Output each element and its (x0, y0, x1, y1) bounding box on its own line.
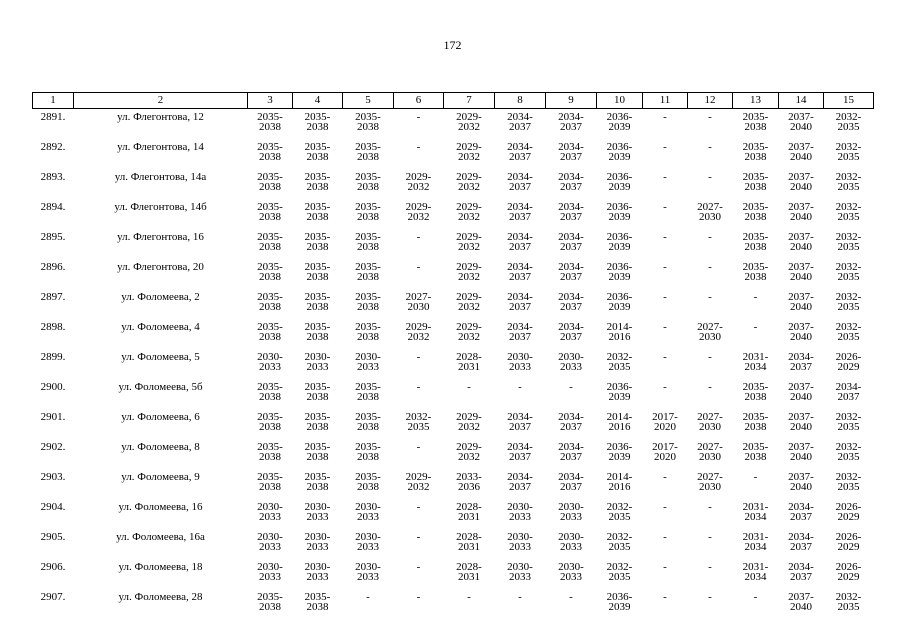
period-cell: 2034- 2037 (507, 441, 533, 463)
period-cell: 2034- 2037 (788, 351, 814, 373)
period-cell: - (467, 381, 471, 393)
row-number: 2903. (40, 471, 66, 483)
row-number: 2899. (40, 351, 66, 363)
period-cell: 2037- 2040 (788, 141, 814, 163)
period-cell: 2035- 2038 (742, 381, 769, 403)
period-cell: 2036- 2039 (606, 381, 633, 403)
row-number: 2891. (40, 111, 66, 123)
period-cell: 2035- 2038 (304, 471, 331, 493)
period-cell: 2035- 2038 (257, 111, 283, 133)
period-cell: 2035- 2038 (257, 231, 283, 253)
column-header-7: 7 (444, 93, 495, 109)
column-header-11: 11 (643, 93, 688, 109)
period-cell: 2035- 2038 (742, 111, 769, 133)
period-cell: - (708, 291, 712, 303)
period-cell: 2030- 2033 (507, 351, 533, 373)
row-number: 2896. (40, 261, 66, 273)
period-cell: - (663, 351, 667, 363)
period-cell: 2030- 2033 (355, 561, 381, 583)
row-number: 2904. (40, 501, 66, 513)
table-row (33, 109, 874, 140)
period-cell: 2028- 2031 (456, 351, 482, 373)
row-number: 2905. (40, 531, 66, 543)
table-row (33, 169, 874, 199)
address-cell: ул. Фоломеева, 2 (121, 291, 200, 303)
period-cell: 2035- 2038 (304, 201, 331, 223)
period-cell: 2035- 2038 (257, 441, 283, 463)
period-cell: 2032- 2035 (835, 141, 862, 163)
period-cell: 2035- 2038 (355, 381, 381, 403)
period-cell: - (416, 441, 421, 453)
row-number: 2893. (40, 171, 66, 183)
period-cell: 2034- 2037 (507, 201, 533, 223)
period-cell: 2035- 2038 (257, 411, 283, 433)
period-cell: 2034- 2037 (558, 171, 584, 193)
period-cell: 2035- 2038 (355, 471, 381, 493)
period-cell: 2034- 2037 (507, 231, 533, 253)
period-cell: 2030- 2033 (355, 351, 381, 373)
period-cell: - (663, 231, 667, 243)
address-cell: ул. Фоломеева, 5 (121, 351, 200, 363)
period-cell: 2034- 2037 (558, 141, 584, 163)
period-cell: - (416, 351, 421, 363)
period-cell: 2027- 2030 (697, 321, 723, 343)
period-cell: 2035- 2038 (257, 381, 283, 403)
period-cell: 2032- 2035 (606, 351, 633, 373)
period-cell: 2031- 2034 (742, 351, 769, 373)
column-header-12: 12 (688, 93, 733, 109)
period-cell: 2032- 2035 (835, 321, 862, 343)
period-cell: 2017- 2020 (652, 411, 678, 433)
period-cell: 2029- 2032 (456, 201, 482, 223)
table-row (33, 319, 874, 349)
period-cell: 2029- 2032 (405, 201, 432, 223)
period-cell: 2037- 2040 (788, 471, 814, 493)
period-cell: 2034- 2037 (788, 561, 814, 583)
period-cell: - (708, 171, 712, 183)
period-cell: 2029- 2032 (456, 111, 482, 133)
period-cell: 2032- 2035 (835, 261, 862, 283)
period-cell: 2035- 2038 (742, 171, 769, 193)
period-cell: 2027- 2030 (697, 411, 723, 433)
period-cell: - (663, 111, 667, 123)
period-cell: 2036- 2039 (606, 261, 633, 283)
period-cell: - (569, 591, 573, 603)
period-cell: 2014- 2016 (606, 471, 633, 493)
period-cell: 2035- 2038 (742, 441, 769, 463)
period-cell: - (663, 201, 667, 213)
table-row (33, 259, 874, 289)
schedule-table (32, 92, 874, 619)
table-row (33, 529, 874, 559)
period-cell: 2035- 2038 (257, 201, 283, 223)
period-cell: 2036- 2039 (606, 141, 633, 163)
period-cell: - (708, 381, 712, 393)
period-cell: - (416, 591, 421, 603)
address-cell: ул. Фоломеева, 8 (121, 441, 200, 453)
address-cell: ул. Флегонтова, 16 (117, 231, 204, 243)
period-cell: 2035- 2038 (257, 321, 283, 343)
table-row (33, 199, 874, 229)
period-cell: 2033- 2036 (456, 471, 482, 493)
period-cell: 2035- 2038 (257, 171, 283, 193)
period-cell: 2030- 2033 (257, 351, 283, 373)
row-number: 2906. (40, 561, 66, 573)
period-cell: 2028- 2031 (456, 561, 482, 583)
period-cell: 2031- 2034 (742, 531, 769, 553)
period-cell: 2029- 2032 (405, 171, 432, 193)
period-cell: - (708, 141, 712, 153)
period-cell: 2035- 2038 (257, 261, 283, 283)
period-cell: 2031- 2034 (742, 501, 769, 523)
column-header-9: 9 (546, 93, 597, 109)
period-cell: 2036- 2039 (606, 171, 633, 193)
period-cell: 2037- 2040 (788, 441, 814, 463)
address-cell: ул. Флегонтова, 20 (117, 261, 204, 273)
period-cell: 2014- 2016 (606, 411, 633, 433)
period-cell: 2030- 2033 (507, 561, 533, 583)
period-cell: 2037- 2040 (788, 591, 814, 613)
period-cell: 2030- 2033 (257, 501, 283, 523)
address-cell: ул. Фоломеева, 6 (121, 411, 200, 423)
period-cell: 2034- 2037 (507, 471, 533, 493)
period-cell: 2026- 2029 (835, 561, 862, 583)
column-header-8: 8 (495, 93, 546, 109)
period-cell: 2031- 2034 (742, 561, 769, 583)
table-row (33, 589, 874, 619)
period-cell: - (663, 171, 667, 183)
period-cell: 2030- 2033 (257, 561, 283, 583)
period-cell: - (663, 381, 667, 393)
period-cell: 2035- 2038 (257, 591, 283, 613)
period-cell: 2035- 2038 (304, 141, 331, 163)
period-cell: 2030- 2033 (507, 531, 533, 553)
period-cell: 2032- 2035 (606, 561, 633, 583)
period-cell: 2032- 2035 (835, 291, 862, 313)
period-cell: 2029- 2032 (456, 231, 482, 253)
period-cell: - (663, 261, 667, 273)
period-cell: 2029- 2032 (456, 291, 482, 313)
period-cell: 2032- 2035 (835, 171, 862, 193)
period-cell: - (753, 471, 758, 483)
period-cell: 2035- 2038 (304, 411, 331, 433)
period-cell: - (663, 321, 667, 333)
period-cell: 2027- 2030 (697, 471, 723, 493)
period-cell: 2026- 2029 (835, 531, 862, 553)
period-cell: 2034- 2037 (558, 411, 584, 433)
period-cell: 2026- 2029 (835, 351, 862, 373)
address-cell: ул. Фоломеева, 4 (121, 321, 200, 333)
period-cell: - (708, 591, 712, 603)
period-cell: 2037- 2040 (788, 111, 814, 133)
table-row (33, 559, 874, 589)
row-number: 2907. (40, 591, 66, 603)
period-cell: 2034- 2037 (507, 141, 533, 163)
period-cell: 2035- 2038 (304, 291, 331, 313)
address-cell: ул. Флегонтова, 12 (117, 111, 204, 123)
table-row (33, 439, 874, 469)
period-cell: 2032- 2035 (835, 201, 862, 223)
period-cell: 2037- 2040 (788, 381, 814, 403)
period-cell: - (663, 591, 667, 603)
period-cell: 2035- 2038 (355, 441, 381, 463)
period-cell: 2034- 2037 (558, 441, 584, 463)
period-cell: - (518, 591, 522, 603)
period-cell: 2034- 2037 (558, 111, 584, 133)
period-cell: 2034- 2037 (558, 471, 584, 493)
period-cell: 2035- 2038 (355, 111, 381, 133)
period-cell: 2029- 2032 (456, 141, 482, 163)
period-cell: 2035- 2038 (355, 291, 381, 313)
period-cell: 2035- 2038 (304, 171, 331, 193)
period-cell: - (753, 321, 758, 333)
column-header-4: 4 (293, 93, 343, 109)
period-cell: - (416, 261, 421, 273)
period-cell: 2035- 2038 (304, 441, 331, 463)
period-cell: 2037- 2040 (788, 201, 814, 223)
period-cell: 2027- 2030 (697, 201, 723, 223)
period-cell: 2035- 2038 (304, 261, 331, 283)
period-cell: 2029- 2032 (456, 321, 482, 343)
period-cell: - (663, 561, 667, 573)
column-header-6: 6 (394, 93, 444, 109)
period-cell: 2030- 2033 (304, 561, 331, 583)
period-cell: 2027- 2030 (697, 441, 723, 463)
period-cell: 2035- 2038 (304, 231, 331, 253)
address-cell: ул. Фоломеева, 16а (116, 531, 205, 543)
column-header-10: 10 (597, 93, 643, 109)
table-row (33, 379, 874, 409)
period-cell: 2030- 2033 (558, 501, 584, 523)
period-cell: - (708, 261, 712, 273)
period-cell: 2035- 2038 (304, 321, 331, 343)
period-cell: - (416, 561, 421, 573)
period-cell: 2027- 2030 (405, 291, 432, 313)
period-cell: 2037- 2040 (788, 261, 814, 283)
period-cell: - (467, 591, 471, 603)
address-cell: ул. Флегонтова, 14б (114, 201, 207, 213)
period-cell: 2035- 2038 (355, 261, 381, 283)
period-cell: - (569, 381, 573, 393)
period-cell: 2035- 2038 (355, 141, 381, 163)
table-row (33, 409, 874, 439)
period-cell: - (416, 141, 421, 153)
period-cell: 2030- 2033 (355, 531, 381, 553)
period-cell: 2035- 2038 (304, 381, 331, 403)
period-cell: 2014- 2016 (606, 321, 633, 343)
period-cell: - (416, 231, 421, 243)
period-cell: 2032- 2035 (835, 231, 862, 253)
table-header-row (33, 93, 874, 109)
table-row (33, 289, 874, 319)
period-cell: 2034- 2037 (507, 321, 533, 343)
address-cell: ул. Фоломеева, 9 (121, 471, 200, 483)
period-cell: 2032- 2035 (835, 441, 862, 463)
period-cell: 2030- 2033 (558, 351, 584, 373)
period-cell: 2034- 2037 (558, 201, 584, 223)
period-cell: 2017- 2020 (652, 441, 678, 463)
column-header-3: 3 (248, 93, 293, 109)
period-cell: 2035- 2038 (742, 411, 769, 433)
row-number: 2895. (40, 231, 66, 243)
period-cell: 2035- 2038 (742, 231, 769, 253)
row-number: 2897. (40, 291, 66, 303)
period-cell: - (708, 501, 712, 513)
period-cell: 2034- 2037 (507, 171, 533, 193)
period-cell: 2035- 2038 (355, 321, 381, 343)
period-cell: 2032- 2035 (835, 591, 862, 613)
period-cell: 2035- 2038 (742, 201, 769, 223)
period-cell: - (663, 291, 667, 303)
period-cell: - (663, 501, 667, 513)
period-cell: 2032- 2035 (835, 471, 862, 493)
period-cell: 2029- 2032 (405, 321, 432, 343)
period-cell: 2035- 2038 (742, 141, 769, 163)
table-row (33, 139, 874, 169)
table-row (33, 469, 874, 499)
address-cell: ул. Флегонтова, 14а (114, 171, 207, 183)
period-cell: 2030- 2033 (304, 501, 331, 523)
period-cell: 2037- 2040 (788, 321, 814, 343)
column-header-2: 2 (74, 93, 248, 109)
period-cell: - (416, 381, 421, 393)
period-cell: 2026- 2029 (835, 501, 862, 523)
period-cell: - (708, 351, 712, 363)
period-cell: 2034- 2037 (558, 321, 584, 343)
address-cell: ул. Фоломеева, 5б (118, 381, 203, 393)
period-cell: - (708, 531, 712, 543)
period-cell: - (708, 111, 712, 123)
period-cell: - (416, 531, 421, 543)
period-cell: 2036- 2039 (606, 591, 633, 613)
period-cell: 2036- 2039 (606, 441, 633, 463)
period-cell: - (416, 501, 421, 513)
column-header-13: 13 (733, 93, 779, 109)
period-cell: 2029- 2032 (405, 471, 432, 493)
period-cell: 2034- 2037 (788, 501, 814, 523)
row-number: 2898. (40, 321, 66, 333)
period-cell: 2032- 2035 (405, 411, 432, 433)
period-cell: 2034- 2037 (507, 261, 533, 283)
row-number: 2892. (40, 141, 66, 153)
period-cell: 2036- 2039 (606, 231, 633, 253)
period-cell: 2037- 2040 (788, 291, 814, 313)
period-cell: 2034- 2037 (558, 261, 584, 283)
period-cell: - (708, 561, 712, 573)
period-cell: 2035- 2038 (742, 261, 769, 283)
row-number: 2901. (40, 411, 66, 423)
period-cell: 2028- 2031 (456, 531, 482, 553)
column-header-14: 14 (779, 93, 824, 109)
period-cell: 2035- 2038 (257, 141, 283, 163)
period-cell: 2030- 2033 (355, 501, 381, 523)
period-cell: 2036- 2039 (606, 201, 633, 223)
period-cell: - (753, 591, 758, 603)
row-number: 2902. (40, 441, 66, 453)
period-cell: 2034- 2037 (558, 291, 584, 313)
period-cell: - (708, 231, 712, 243)
period-cell: 2029- 2032 (456, 261, 482, 283)
period-cell: 2035- 2038 (257, 471, 283, 493)
column-header-15: 15 (824, 93, 874, 109)
period-cell: 2034- 2037 (558, 231, 584, 253)
period-cell: 2030- 2033 (558, 561, 584, 583)
period-cell: 2032- 2035 (606, 531, 633, 553)
period-cell: 2035- 2038 (257, 291, 283, 313)
column-header-5: 5 (343, 93, 394, 109)
period-cell: 2029- 2032 (456, 171, 482, 193)
period-cell: 2029- 2032 (456, 441, 482, 463)
period-cell: 2034- 2037 (507, 111, 533, 133)
period-cell: 2037- 2040 (788, 231, 814, 253)
period-cell: 2032- 2035 (835, 411, 862, 433)
address-cell: ул. Фоломеева, 28 (118, 591, 203, 603)
period-cell: 2032- 2035 (606, 501, 633, 523)
period-cell: 2030- 2033 (558, 531, 584, 553)
period-cell: 2035- 2038 (355, 201, 381, 223)
period-cell: - (663, 471, 667, 483)
period-cell: 2032- 2035 (835, 111, 862, 133)
period-cell: 2030- 2033 (304, 531, 331, 553)
period-cell: - (663, 141, 667, 153)
row-number: 2900. (40, 381, 66, 393)
period-cell: - (518, 381, 522, 393)
period-cell: 2030- 2033 (507, 501, 533, 523)
table-row (33, 349, 874, 379)
period-cell: 2034- 2037 (507, 291, 533, 313)
period-cell: 2035- 2038 (355, 231, 381, 253)
period-cell: 2035- 2038 (304, 591, 331, 613)
period-cell: 2037- 2040 (788, 411, 814, 433)
address-cell: ул. Фоломеева, 18 (118, 561, 203, 573)
period-cell: 2035- 2038 (355, 171, 381, 193)
period-cell: 2036- 2039 (606, 291, 633, 313)
period-cell: 2036- 2039 (606, 111, 633, 133)
address-cell: ул. Флегонтова, 14 (117, 141, 204, 153)
table-row (33, 229, 874, 259)
period-cell: 2035- 2038 (304, 111, 331, 133)
row-number: 2894. (40, 201, 66, 213)
period-cell: 2034- 2037 (788, 531, 814, 553)
period-cell: 2028- 2031 (456, 501, 482, 523)
period-cell: 2034- 2037 (507, 411, 533, 433)
period-cell: 2035- 2038 (355, 411, 381, 433)
period-cell: - (663, 531, 667, 543)
period-cell: - (753, 291, 758, 303)
period-cell: 2029- 2032 (456, 411, 482, 433)
period-cell: 2030- 2033 (257, 531, 283, 553)
column-header-1: 1 (33, 93, 74, 109)
period-cell: - (366, 591, 370, 603)
period-cell: 2037- 2040 (788, 171, 814, 193)
table-row (33, 499, 874, 529)
page-number: 172 (443, 38, 462, 52)
table-body (33, 109, 874, 620)
period-cell: 2034- 2037 (835, 381, 862, 403)
period-cell: - (416, 111, 421, 123)
period-cell: 2030- 2033 (304, 351, 331, 373)
address-cell: ул. Фоломеева, 16 (118, 501, 203, 513)
